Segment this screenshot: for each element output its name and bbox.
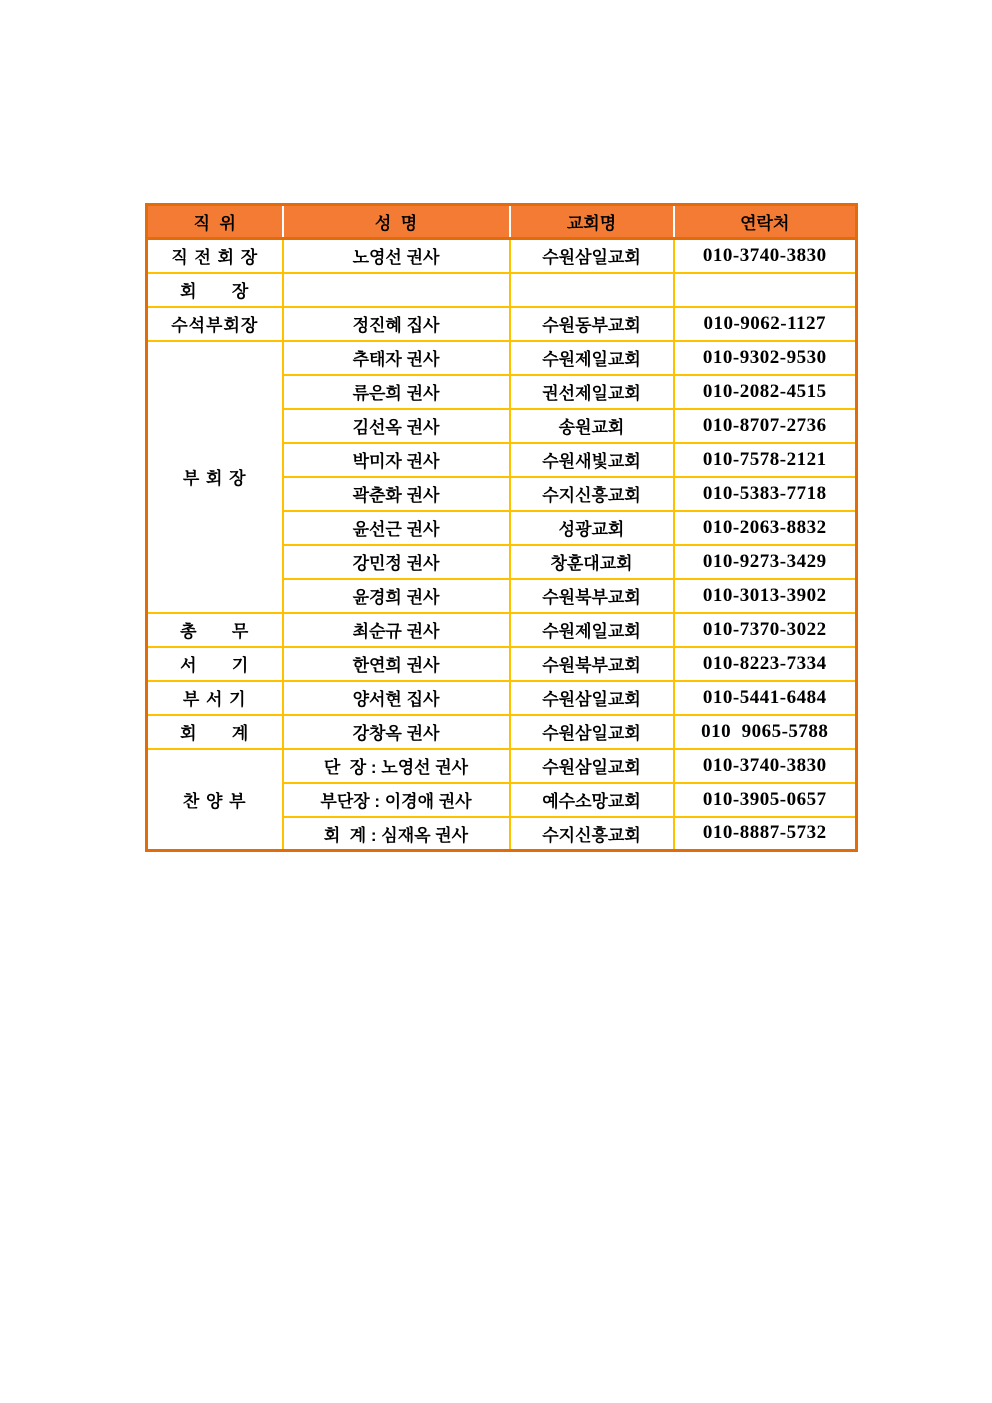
header-row [147,205,857,239]
name-cell [283,273,510,307]
church-cell: 창훈대교회 [510,545,674,579]
table-row [147,647,857,681]
position-cell: 찬 양 부 [147,749,283,851]
table-row [147,273,857,307]
name-cell: 한연희 권사 [283,647,510,681]
position-cell: 직 전 회 장 [147,239,283,273]
position-cell: 총 무 [147,613,283,647]
phone-cell: 010-7578-2121 [674,443,857,477]
church-cell: 수원삼일교회 [510,749,674,783]
name-cell: 정진혜 집사 [283,307,510,341]
phone-cell: 010-3740-3830 [674,239,857,273]
table-row [147,749,857,783]
phone-cell: 010-5383-7718 [674,477,857,511]
church-cell: 수원북부교회 [510,579,674,613]
name-cell: 부단장 : 이경애 권사 [283,783,510,817]
name-cell: 박미자 권사 [283,443,510,477]
phone-cell: 010-8223-7334 [674,647,857,681]
header-position: 직 위 [147,205,283,239]
contact-table [145,203,858,852]
table-row [147,341,857,375]
phone-cell: 010-5441-6484 [674,681,857,715]
header-phone: 연락처 [674,205,857,239]
name-cell: 최순규 권사 [283,613,510,647]
position-cell: 서 기 [147,647,283,681]
phone-cell: 010-8707-2736 [674,409,857,443]
name-cell: 곽춘화 권사 [283,477,510,511]
position-cell: 회 장 [147,273,283,307]
position-cell: 회 계 [147,715,283,749]
name-cell: 회 계 : 심재옥 권사 [283,817,510,851]
header-name: 성 명 [283,205,510,239]
church-cell: 수원삼일교회 [510,715,674,749]
table-row [147,239,857,273]
name-cell: 윤선근 권사 [283,511,510,545]
church-cell: 수원삼일교회 [510,681,674,715]
name-cell: 추태자 권사 [283,341,510,375]
phone-cell: 010-3013-3902 [674,579,857,613]
name-cell: 단 장 : 노영선 권사 [283,749,510,783]
name-cell: 류은희 권사 [283,375,510,409]
phone-cell: 010-7370-3022 [674,613,857,647]
phone-cell: 010-3905-0657 [674,783,857,817]
church-cell: 수원새빛교회 [510,443,674,477]
phone-cell: 010-2063-8832 [674,511,857,545]
header-church: 교회명 [510,205,674,239]
position-cell: 수석부회장 [147,307,283,341]
phone-cell: 010-3740-3830 [674,749,857,783]
table-row [147,307,857,341]
name-cell: 강민정 권사 [283,545,510,579]
position-cell: 부 서 기 [147,681,283,715]
church-cell: 수원제일교회 [510,613,674,647]
phone-cell: 010 9065-5788 [674,715,857,749]
phone-cell: 010-9302-9530 [674,341,857,375]
phone-cell: 010-9273-3429 [674,545,857,579]
name-cell: 강창옥 권사 [283,715,510,749]
church-cell: 수원동부교회 [510,307,674,341]
name-cell: 양서현 집사 [283,681,510,715]
church-cell: 수원삼일교회 [510,239,674,273]
name-cell: 노영선 권사 [283,239,510,273]
church-cell [510,273,674,307]
phone-cell: 010-9062-1127 [674,307,857,341]
church-cell: 성광교회 [510,511,674,545]
phone-cell [674,273,857,307]
name-cell: 윤경희 권사 [283,579,510,613]
church-cell: 송원교회 [510,409,674,443]
table-row [147,681,857,715]
name-cell: 김선옥 권사 [283,409,510,443]
church-cell: 수원제일교회 [510,341,674,375]
phone-cell: 010-8887-5732 [674,817,857,851]
church-cell: 예수소망교회 [510,783,674,817]
church-cell: 수원북부교회 [510,647,674,681]
church-cell: 권선제일교회 [510,375,674,409]
position-cell: 부 회 장 [147,341,283,613]
table-row [147,613,857,647]
contact-table-body [147,239,857,851]
phone-cell: 010-2082-4515 [674,375,857,409]
church-cell: 수지신흥교회 [510,477,674,511]
church-cell: 수지신흥교회 [510,817,674,851]
table-row [147,715,857,749]
